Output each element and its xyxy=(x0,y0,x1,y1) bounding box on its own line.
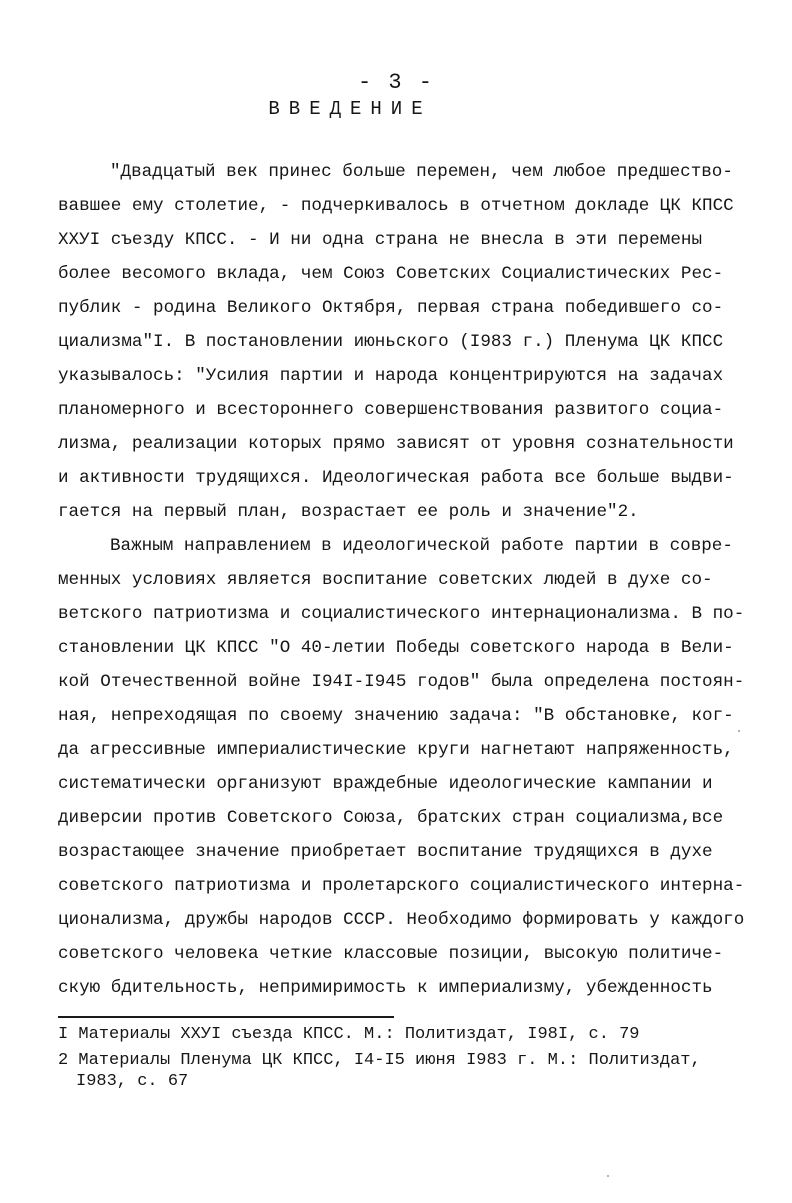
text-line: систематически организуют враждебные идеологические кампании и xyxy=(58,774,713,794)
text-line: указывалось: "Усилия партии и народа концентрируются на задачах xyxy=(58,366,724,386)
text-line: ная, непреходящая по своему значению задача: "В обстановке, ког- xyxy=(58,706,734,726)
text-line: становлении ЦК КПСС "О 40-летии Победы советского народа в Вели- xyxy=(58,638,734,658)
text-line: диверсии против Советского Союза, братских стран социализма,все xyxy=(58,808,724,828)
section-heading: ВВЕДЕНИЕ xyxy=(268,98,432,120)
text-line: ветского патриотизма и социалистического интернационализма. В по- xyxy=(58,604,745,624)
text-line: возрастающее значение приобретает воспитание трудящихся в духе xyxy=(58,842,713,862)
text-line: "Двадцатый век принес больше перемен, чем любое предшество- xyxy=(110,162,733,182)
text-line: да агрессивные империалистические круги нагнетают напряженность, xyxy=(58,740,734,760)
scan-speck xyxy=(607,1175,609,1177)
footnotes xyxy=(58,1022,758,1090)
text-line: кой Отечественной войне I94I-I945 годов" была определена постоян- xyxy=(58,672,745,692)
text-line: вавшее ему столетие, - подчеркивалось в отчетном докладе ЦК КПСС xyxy=(58,196,734,216)
scan-speck xyxy=(738,730,740,732)
text-line: и активности трудящихся. Идеологическая работа все больше выдви- xyxy=(58,468,734,488)
text-line: XXУI съезду КПСС. - И ни одна страна не внесла в эти перемены xyxy=(58,230,703,250)
text-line: Важным направлением в идеологической работе партии в совре- xyxy=(110,536,733,556)
footnote-divider xyxy=(58,1016,394,1018)
text-line: советского патриотизма и пролетарского социалистического интерна- xyxy=(58,876,745,896)
text-line: менных условиях является воспитание советских людей в духе со- xyxy=(58,570,713,590)
text-line: публик - родина Великого Октября, первая страна победившего со- xyxy=(58,298,724,318)
text-line: планомерного и всестороннего совершенствования развитого социа- xyxy=(58,400,724,420)
text-line: более весомого вклада, чем Союз Советских Социалистических Рес- xyxy=(58,264,724,284)
footnote-2: 2 Материалы Пленума ЦК КПСС, I4-I5 июня I983 г. М.: Политиздат, xyxy=(58,1051,701,1070)
footnote-1: I Материалы XXУI съезда КПСС. М.: Политиздат, I98I, с. 79 xyxy=(58,1025,640,1044)
footnote-2-continuation: I983, с. 67 xyxy=(76,1072,189,1091)
text-line: гается на первый план, возрастает ее роль и значение"2. xyxy=(58,502,639,522)
text-line: советского человека четкие классовые позиции, высокую политиче- xyxy=(58,944,724,964)
text-line: скую бдительность, непримиримость к империализму, убежденность xyxy=(58,978,713,998)
body-text xyxy=(58,155,748,1005)
page-number: - 3 - xyxy=(357,70,434,95)
text-line: циализма"I. В постановлении июньского (I983 г.) Пленума ЦК КПСС xyxy=(58,332,724,352)
text-line: ционализма, дружбы народов СССР. Необходимо формировать у каждого xyxy=(58,910,745,930)
text-line: лизма, реализации которых прямо зависят от уровня сознательности xyxy=(58,434,734,454)
